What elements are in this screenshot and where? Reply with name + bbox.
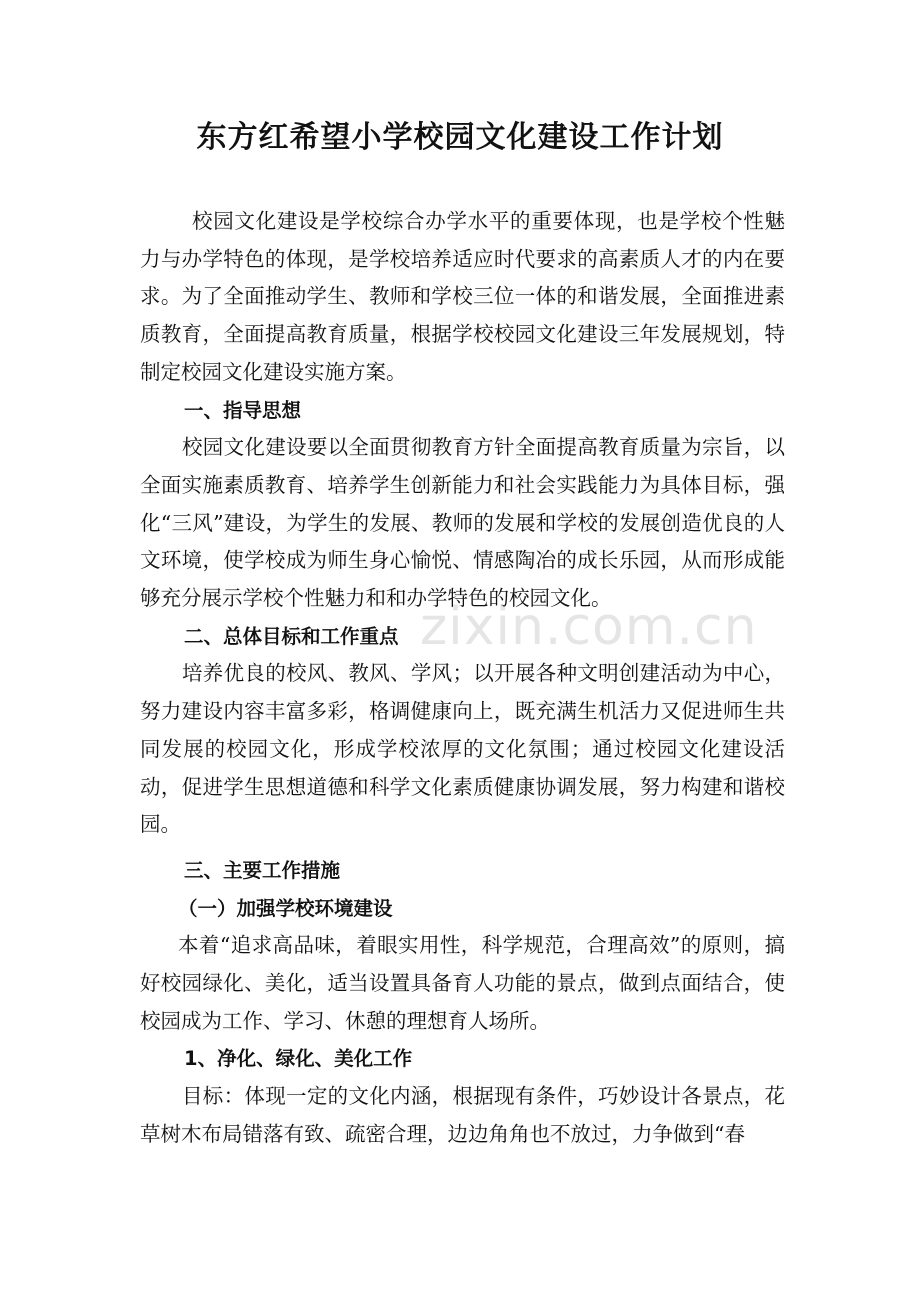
document-body [140, 203, 785, 1154]
intro-paragraph: 校园文化建设是学校综合办学水平的重要体现，也是学校个性魅力与办学特色的体现，是学校培养适应时代要求的高素质人才的内在要求。为了全面推动学生、教师和学校三位一体的和谐发展，全面推进素质教育，全面提高教育质量，根据学校校园文化建设三年发展规划，特制定校园文化建设实施方案。 [140, 209, 785, 384]
item-1-paragraph: 目标：体现一定的文化内涵，根据现有条件，巧妙设计各景点，花草树木布局错落有致、疏密合理，边边角角也不放过，力争做到“春 [140, 1084, 785, 1146]
section-1-heading: 一、指导思想 [184, 398, 302, 422]
watermark: zixin.com.cn [420, 597, 758, 657]
section-1-paragraph: 校园文化建设要以全面贯彻教育方针全面提高教育质量为宗旨，以全面实施素质教育、培养学生创新能力和社会实践能力为具体目标，强化“三风”建设，为学生的发展、教师的发展和学校的发展创造优良的人文环境，使学校成为师生身心愉悦、情感陶冶的成长乐园，从而形成能够充分展示学校个性魅力和和办学特色的校园文化。 [140, 435, 785, 611]
subsection-1-heading: （一）加强学校环境建设 [178, 896, 393, 920]
section-3-heading: 三、主要工作措施 [184, 858, 341, 882]
document-title: 东方红希望小学校园文化建设工作计划 [196, 120, 724, 155]
section-2-paragraph: 培养优良的校风、教风、学风；以开展各种文明创建活动为中心，努力建设内容丰富多彩，格调健康向上，既充满生机活力又促进师生共同发展的校园文化，形成学校浓厚的文化氛围；通过校园文化建设活动，促进学生思想道德和科学文化素质健康协调发展，努力构建和谐校园。 [140, 661, 785, 837]
subsection-1-paragraph: 本着“追求高品味，着眼实用性，科学规范，合理高效”的原则，搞好校园绿化、美化，适当设置具备育人功能的景点，做到点面结合，使校园成为工作、学习、休憩的理想育人场所。 [140, 933, 785, 1033]
item-1-heading: 1、净化、绿化、美化工作 [184, 1047, 413, 1071]
section-2-heading: 二、总体目标和工作重点 [184, 624, 399, 648]
